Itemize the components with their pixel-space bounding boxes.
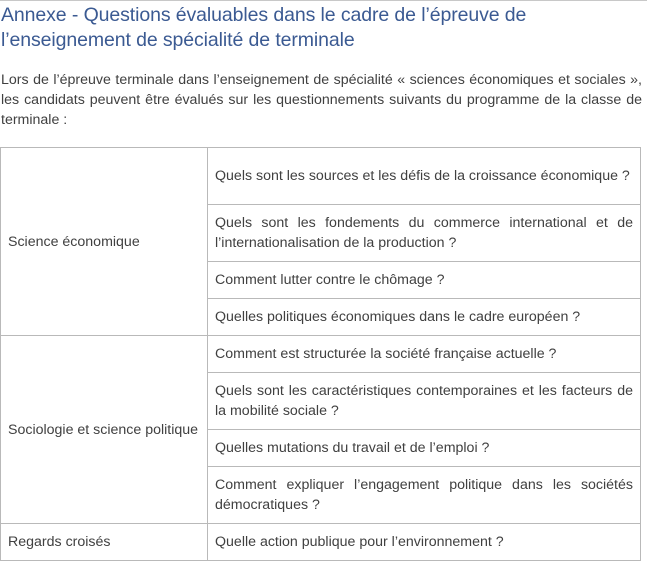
title-line-1: Annexe - Questions évaluables dans le cadre de l’épreuve de — [1, 4, 527, 26]
question-cell: Quelles mutations du travail et de l’emploi ? — [208, 430, 641, 467]
question-cell: Comment est structurée la société française actuelle ? — [208, 336, 641, 373]
theme-cell-science-economique: Science économique — [1, 148, 208, 336]
table-row — [1, 524, 641, 561]
question-cell: Quelle action publique pour l’environnement ? — [208, 524, 641, 561]
question-cell: Quels sont les caractéristiques contemporaines et les facteurs de la mobilité sociale ? — [208, 373, 641, 430]
document-title — [1, 3, 641, 53]
title-line-2: l’enseignement de spécialité de terminale — [1, 29, 355, 51]
top-divider — [0, 0, 647, 1]
question-cell: Quels sont les sources et les défis de la croissance économique ? — [208, 148, 641, 205]
question-cell: Quelles politiques économiques dans le cadre européen ? — [208, 299, 641, 336]
theme-cell-sociologie-science-politique: Sociologie et science politique — [1, 336, 208, 524]
theme-cell-regards-croises: Regards croisés — [1, 524, 208, 561]
question-cell: Comment lutter contre le chômage ? — [208, 262, 641, 299]
table-row — [1, 148, 641, 205]
questions-table — [0, 147, 641, 561]
table-row — [1, 336, 641, 373]
question-cell: Comment expliquer l’engagement politique dans les sociétés démocratiques ? — [208, 467, 641, 524]
intro-paragraph: Lors de l’épreuve terminale dans l’enseignement de spécialité « sciences économiques et sociales », les candidats peuvent être évalués sur les questionnements suivants du programme de la classe de terminale : — [1, 72, 642, 128]
question-cell: Quels sont les fondements du commerce international et de l’internationalisation de la production ? — [208, 205, 641, 262]
